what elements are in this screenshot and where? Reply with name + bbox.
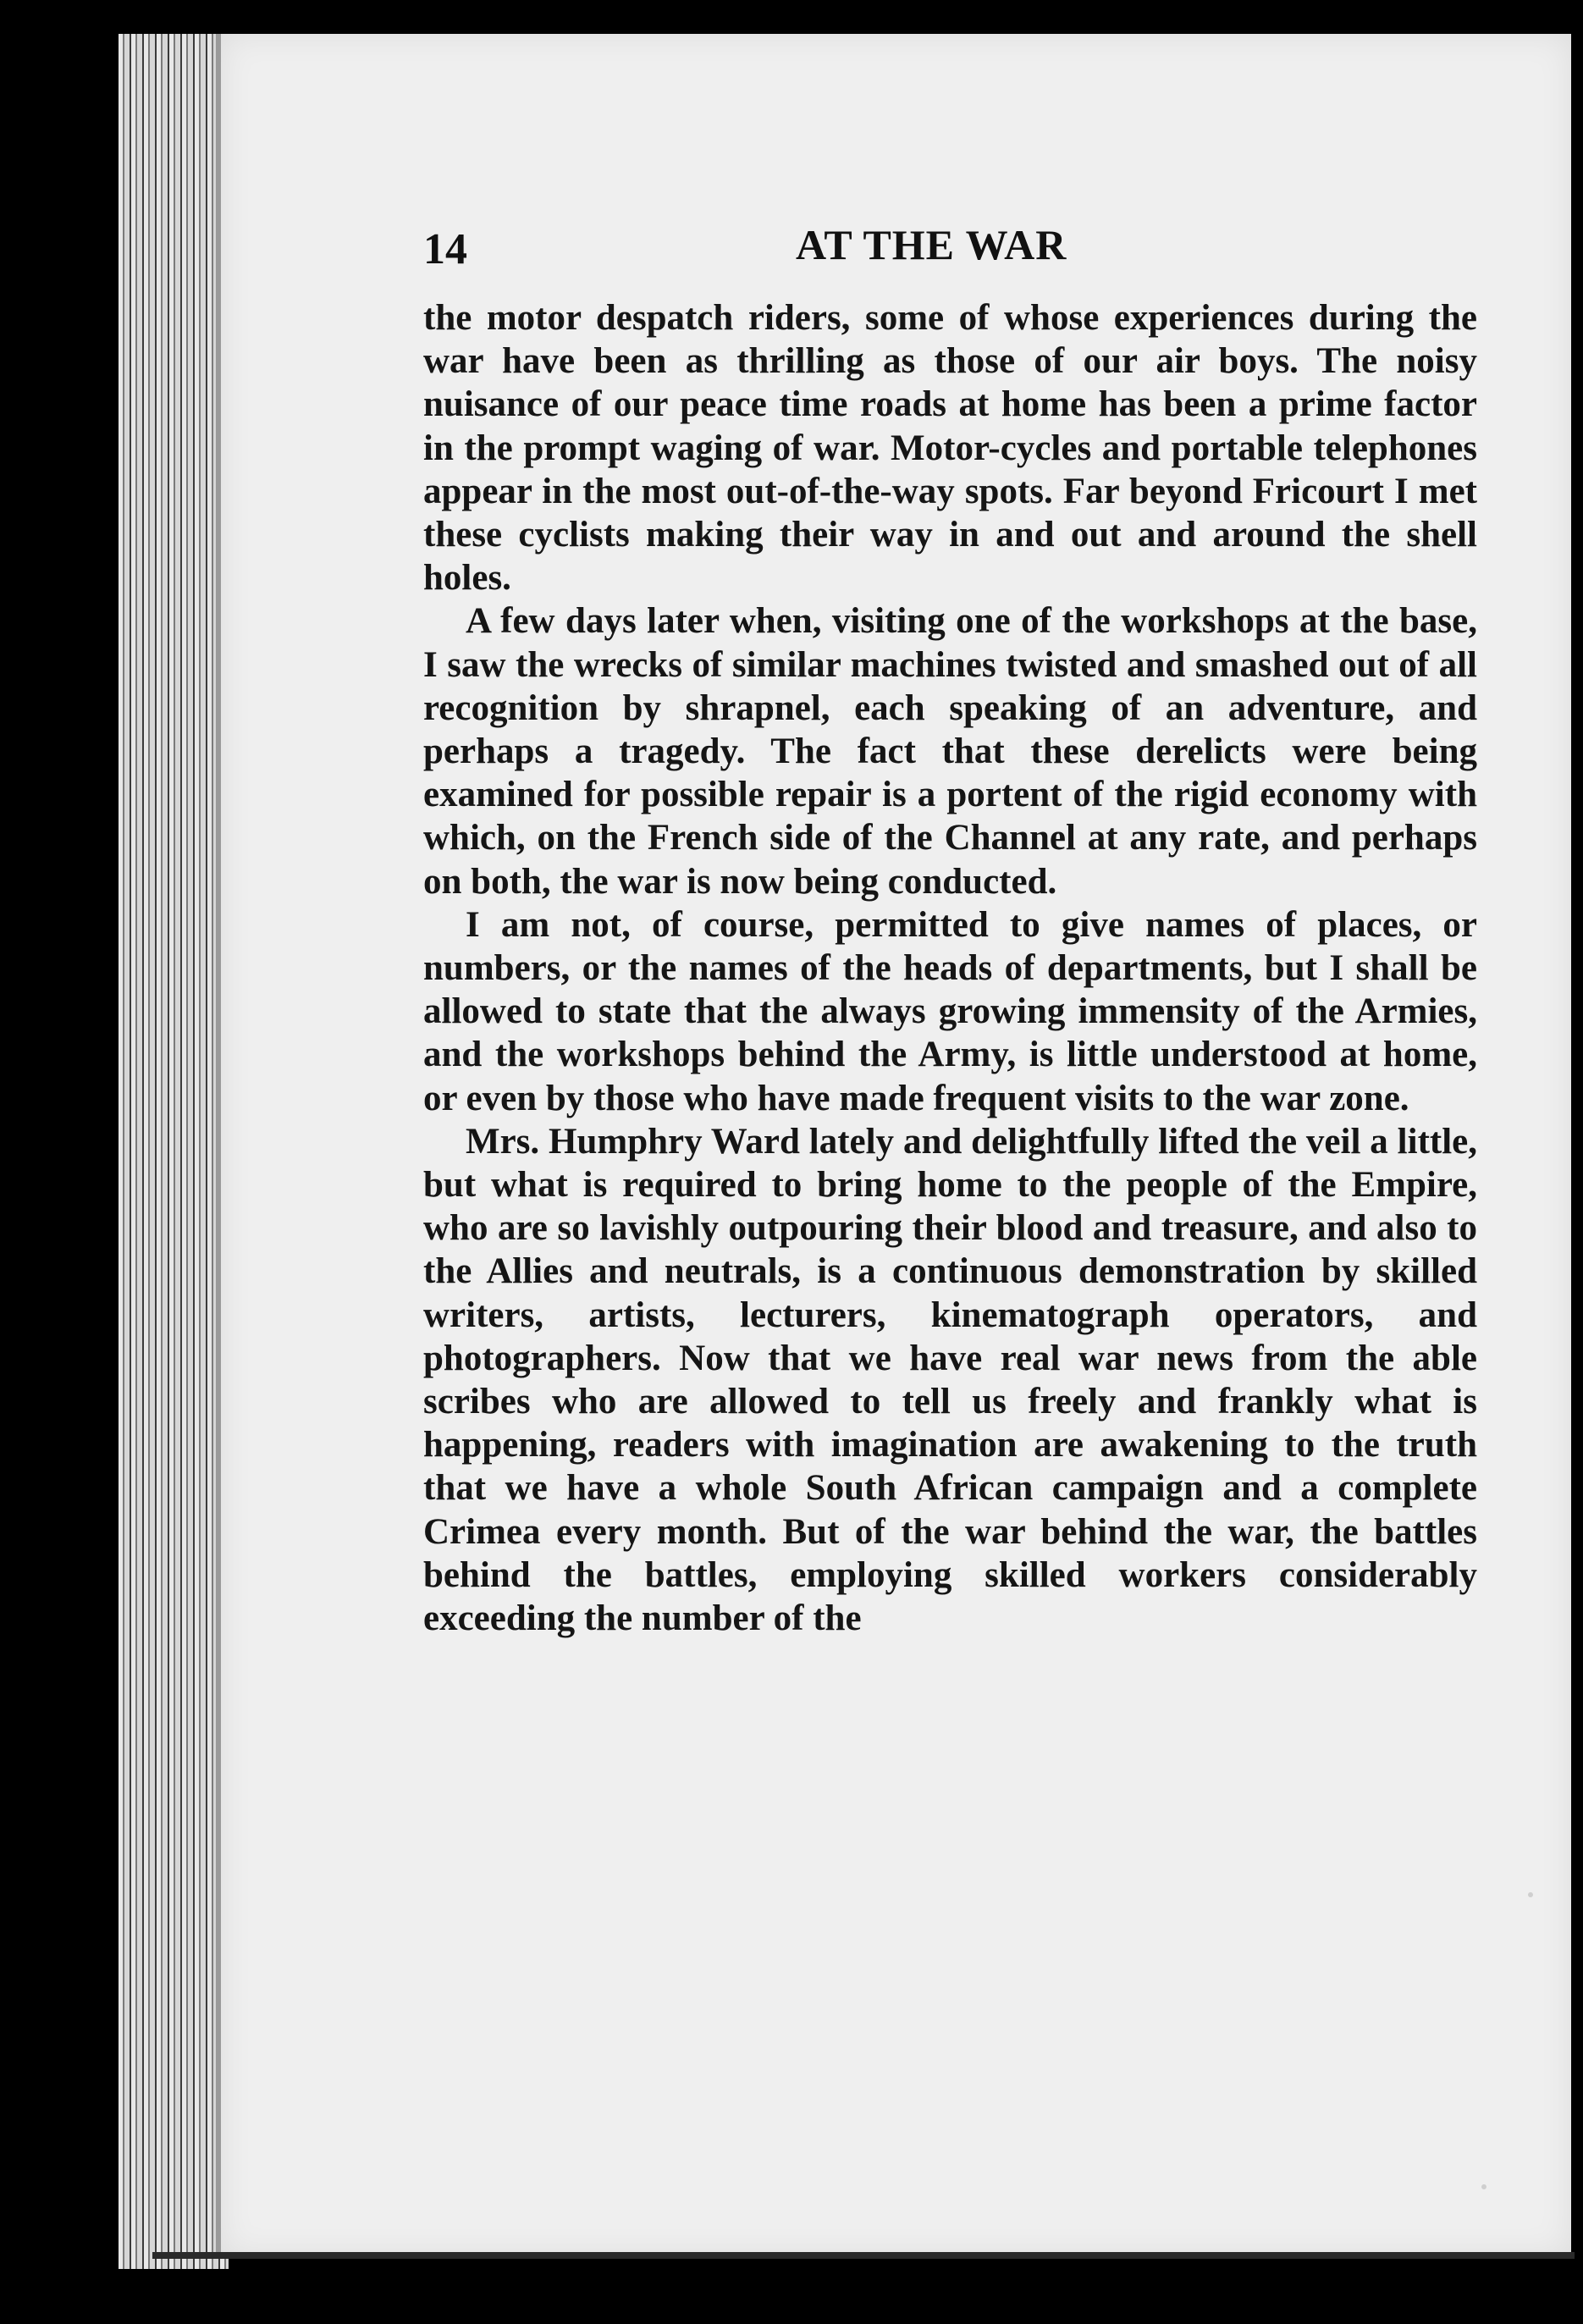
page-header [423, 216, 1490, 284]
body-text [423, 296, 1477, 1640]
dust-speck [1481, 2184, 1486, 2189]
bottom-edge-shadow [152, 2252, 1575, 2259]
paragraph: the motor despatch riders, some of whose experiences during the war have been as thrilling as those of our air boys. The noisy nuisance of our peace time roads at home has been a prime factor in the prompt waging of war. Motor-cycles and portable telephones appear in the most out-of-the-way spots. Far beyond Fricourt I met these cyclists making their way in and out and around the shell holes. [423, 298, 1477, 599]
paragraph: Mrs. Humphry Ward lately and delightfully lifted the veil a little, but what is required to bring home to the people of the Empire, who are so lavishly outpouring their blood and treasure, and also to the Allies and neutrals, is a continuous demonstration by skilled writers, artists, lecturers, kinematograph operators, and photographers. Now that we have real war news from the able scribes who are allowed to tell us freely and frankly what is happening, readers with imagination are awakening to the truth that we have a whole South African campaign and a complete Crimea every month. But of the war behind the war, the battles behind the battles, employing skilled workers considerably exceeding the number of the [423, 1121, 1477, 1639]
paragraph: A few days later when, visiting one of the workshops at the base, I saw the wrecks of similar machines twisted and smashed out of all recognition by shrapnel, each speaking of an adventure, and perhaps a tragedy. The fact that these derelicts were being examined for possible repair is a portent of the rigid economy with which, on the French side of the Channel at any rate, and perhaps on both, the war is now being conducted. [423, 601, 1477, 902]
dust-speck [1528, 1892, 1533, 1897]
page-number: 14 [423, 225, 467, 273]
running-title: AT THE WAR [796, 221, 1067, 268]
book-page-edges [119, 34, 229, 2269]
paragraph: I am not, of course, permitted to give names of places, or numbers, or the names of the heads of departments, but I shall be allowed to state that the always growing immensity of the Armies, and the workshops behind the Army, is little understood at home, or even by those who have made frequent visits to the war zone. [423, 904, 1477, 1118]
